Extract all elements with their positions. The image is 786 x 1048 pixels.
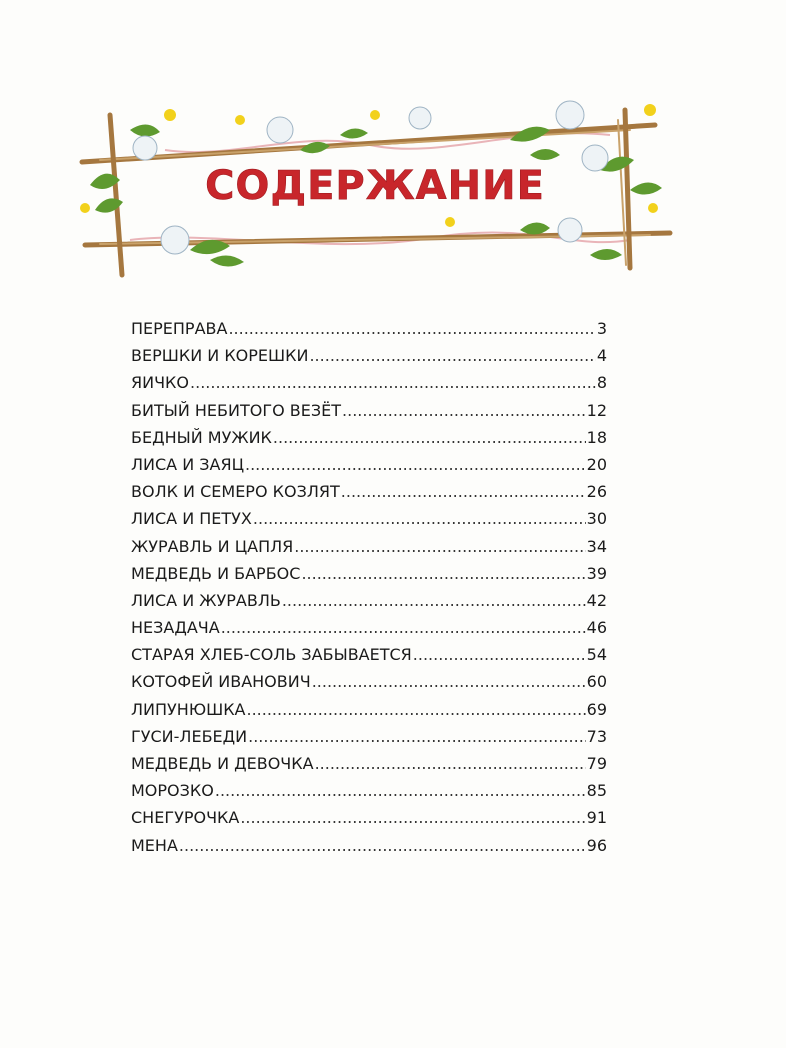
toc-entry-page: 91	[586, 808, 607, 828]
toc-entry-page: 46	[586, 618, 607, 638]
toc-entry-page: 8	[596, 373, 607, 393]
toc-entry-title: ЛИПУНЮШКА	[131, 699, 246, 719]
toc-entry-title: МОРОЗКО	[131, 781, 214, 801]
dot-leader	[228, 315, 595, 342]
dot-leader	[309, 342, 595, 369]
toc-entry-title: ПЕРЕПРАВА	[131, 319, 228, 338]
toc-entry-page: 60	[586, 672, 607, 692]
toc-entry	[131, 342, 607, 369]
dot-leader	[179, 832, 586, 859]
toc-entry-page: 4	[596, 346, 607, 366]
toc-entry-title: СНЕГУРОЧКА	[131, 808, 240, 828]
toc-entry-title: МЕДВЕДЬ И БАРБОС	[131, 563, 301, 583]
toc-entry-title: СТАРАЯ ХЛЕБ-СОЛЬ ЗАБЫВАЕТСЯ	[131, 645, 412, 665]
toc-entry	[131, 777, 607, 804]
toc-entry-page: 30	[586, 509, 607, 529]
dot-leader	[341, 478, 586, 505]
toc-entry-page: 73	[586, 726, 607, 746]
toc-entry-page: 85	[586, 781, 607, 801]
dot-leader	[221, 614, 586, 641]
toc-entry-title: КОТОФЕЙ ИВАНОВИЧ	[131, 672, 311, 692]
toc-entry	[131, 723, 607, 750]
toc-entry	[131, 397, 607, 424]
toc-entry-page: 12	[586, 400, 607, 420]
toc-entry	[131, 641, 607, 668]
toc-entry	[131, 478, 607, 505]
toc-entry-title: ГУСИ-ЛЕБЕДИ	[131, 726, 248, 746]
dot-leader	[248, 723, 586, 750]
toc-entry	[131, 560, 607, 587]
toc-entry	[131, 832, 607, 859]
toc-entry-title: ЛИСА И ПЕТУХ	[131, 509, 252, 529]
toc-entry	[131, 315, 607, 342]
toc-entry	[131, 587, 607, 614]
dot-leader	[413, 641, 586, 668]
toc-entry-title: МЕДВЕДЬ И ДЕВОЧКА	[131, 754, 314, 773]
toc-entry-page: 26	[586, 482, 607, 502]
toc-entry	[131, 696, 607, 723]
toc-entry-page: 18	[586, 427, 607, 447]
toc-entry-title: НЕЗАДАЧА	[131, 618, 220, 638]
toc-entry-title: ВОЛК И СЕМЕРО КОЗЛЯТ	[131, 482, 340, 502]
toc-entry-page: 42	[586, 590, 607, 610]
page-title: СОДЕРЖАНИЕ	[205, 163, 545, 209]
toc-entry	[131, 614, 607, 641]
toc-entry	[131, 668, 607, 695]
toc-entry	[131, 505, 607, 532]
toc-entry-page: 34	[586, 536, 607, 556]
toc-entry-title: ЛИСА И ЗАЯЦ	[131, 454, 244, 474]
toc-entry-title: ЖУРАВЛЬ И ЦАПЛЯ	[131, 536, 294, 556]
dot-leader	[240, 804, 585, 831]
toc-entry	[131, 451, 607, 478]
toc-entry-title: ЯИЧКО	[131, 373, 190, 393]
toc-entry-title: ВЕРШКИ И КОРЕШКИ	[131, 346, 309, 366]
toc-entry	[131, 804, 607, 831]
dot-leader	[273, 424, 586, 451]
dot-leader	[342, 397, 586, 424]
toc-entry	[131, 369, 607, 396]
dot-leader	[253, 505, 586, 532]
table-of-contents	[131, 315, 607, 859]
toc-entry-title: БИТЫЙ НЕБИТОГО ВЕЗЁТ	[131, 400, 342, 420]
dot-leader	[215, 777, 586, 804]
dot-leader	[312, 668, 586, 695]
toc-entry	[131, 750, 607, 777]
toc-entry-page: 96	[586, 835, 607, 855]
toc-entry-title: МЕНА	[131, 835, 178, 855]
dot-leader	[190, 369, 596, 396]
toc-entry-page: 79	[586, 754, 607, 773]
toc-entry-title: БЕДНЫЙ МУЖИК	[131, 427, 272, 447]
dot-leader	[282, 587, 586, 614]
dot-leader	[315, 750, 586, 777]
dot-leader	[245, 451, 586, 478]
toc-entry-page: 3	[596, 319, 607, 338]
toc-entry	[131, 533, 607, 560]
toc-entry-page: 69	[586, 699, 607, 719]
toc-entry	[131, 424, 607, 451]
dot-leader	[294, 533, 585, 560]
dot-leader	[301, 560, 585, 587]
toc-entry-title: ЛИСА И ЖУРАВЛЬ	[131, 590, 281, 610]
toc-entry-page: 20	[586, 454, 607, 474]
toc-entry-page: 54	[586, 645, 607, 665]
toc-entry-page: 39	[586, 563, 607, 583]
dot-leader	[247, 696, 586, 723]
